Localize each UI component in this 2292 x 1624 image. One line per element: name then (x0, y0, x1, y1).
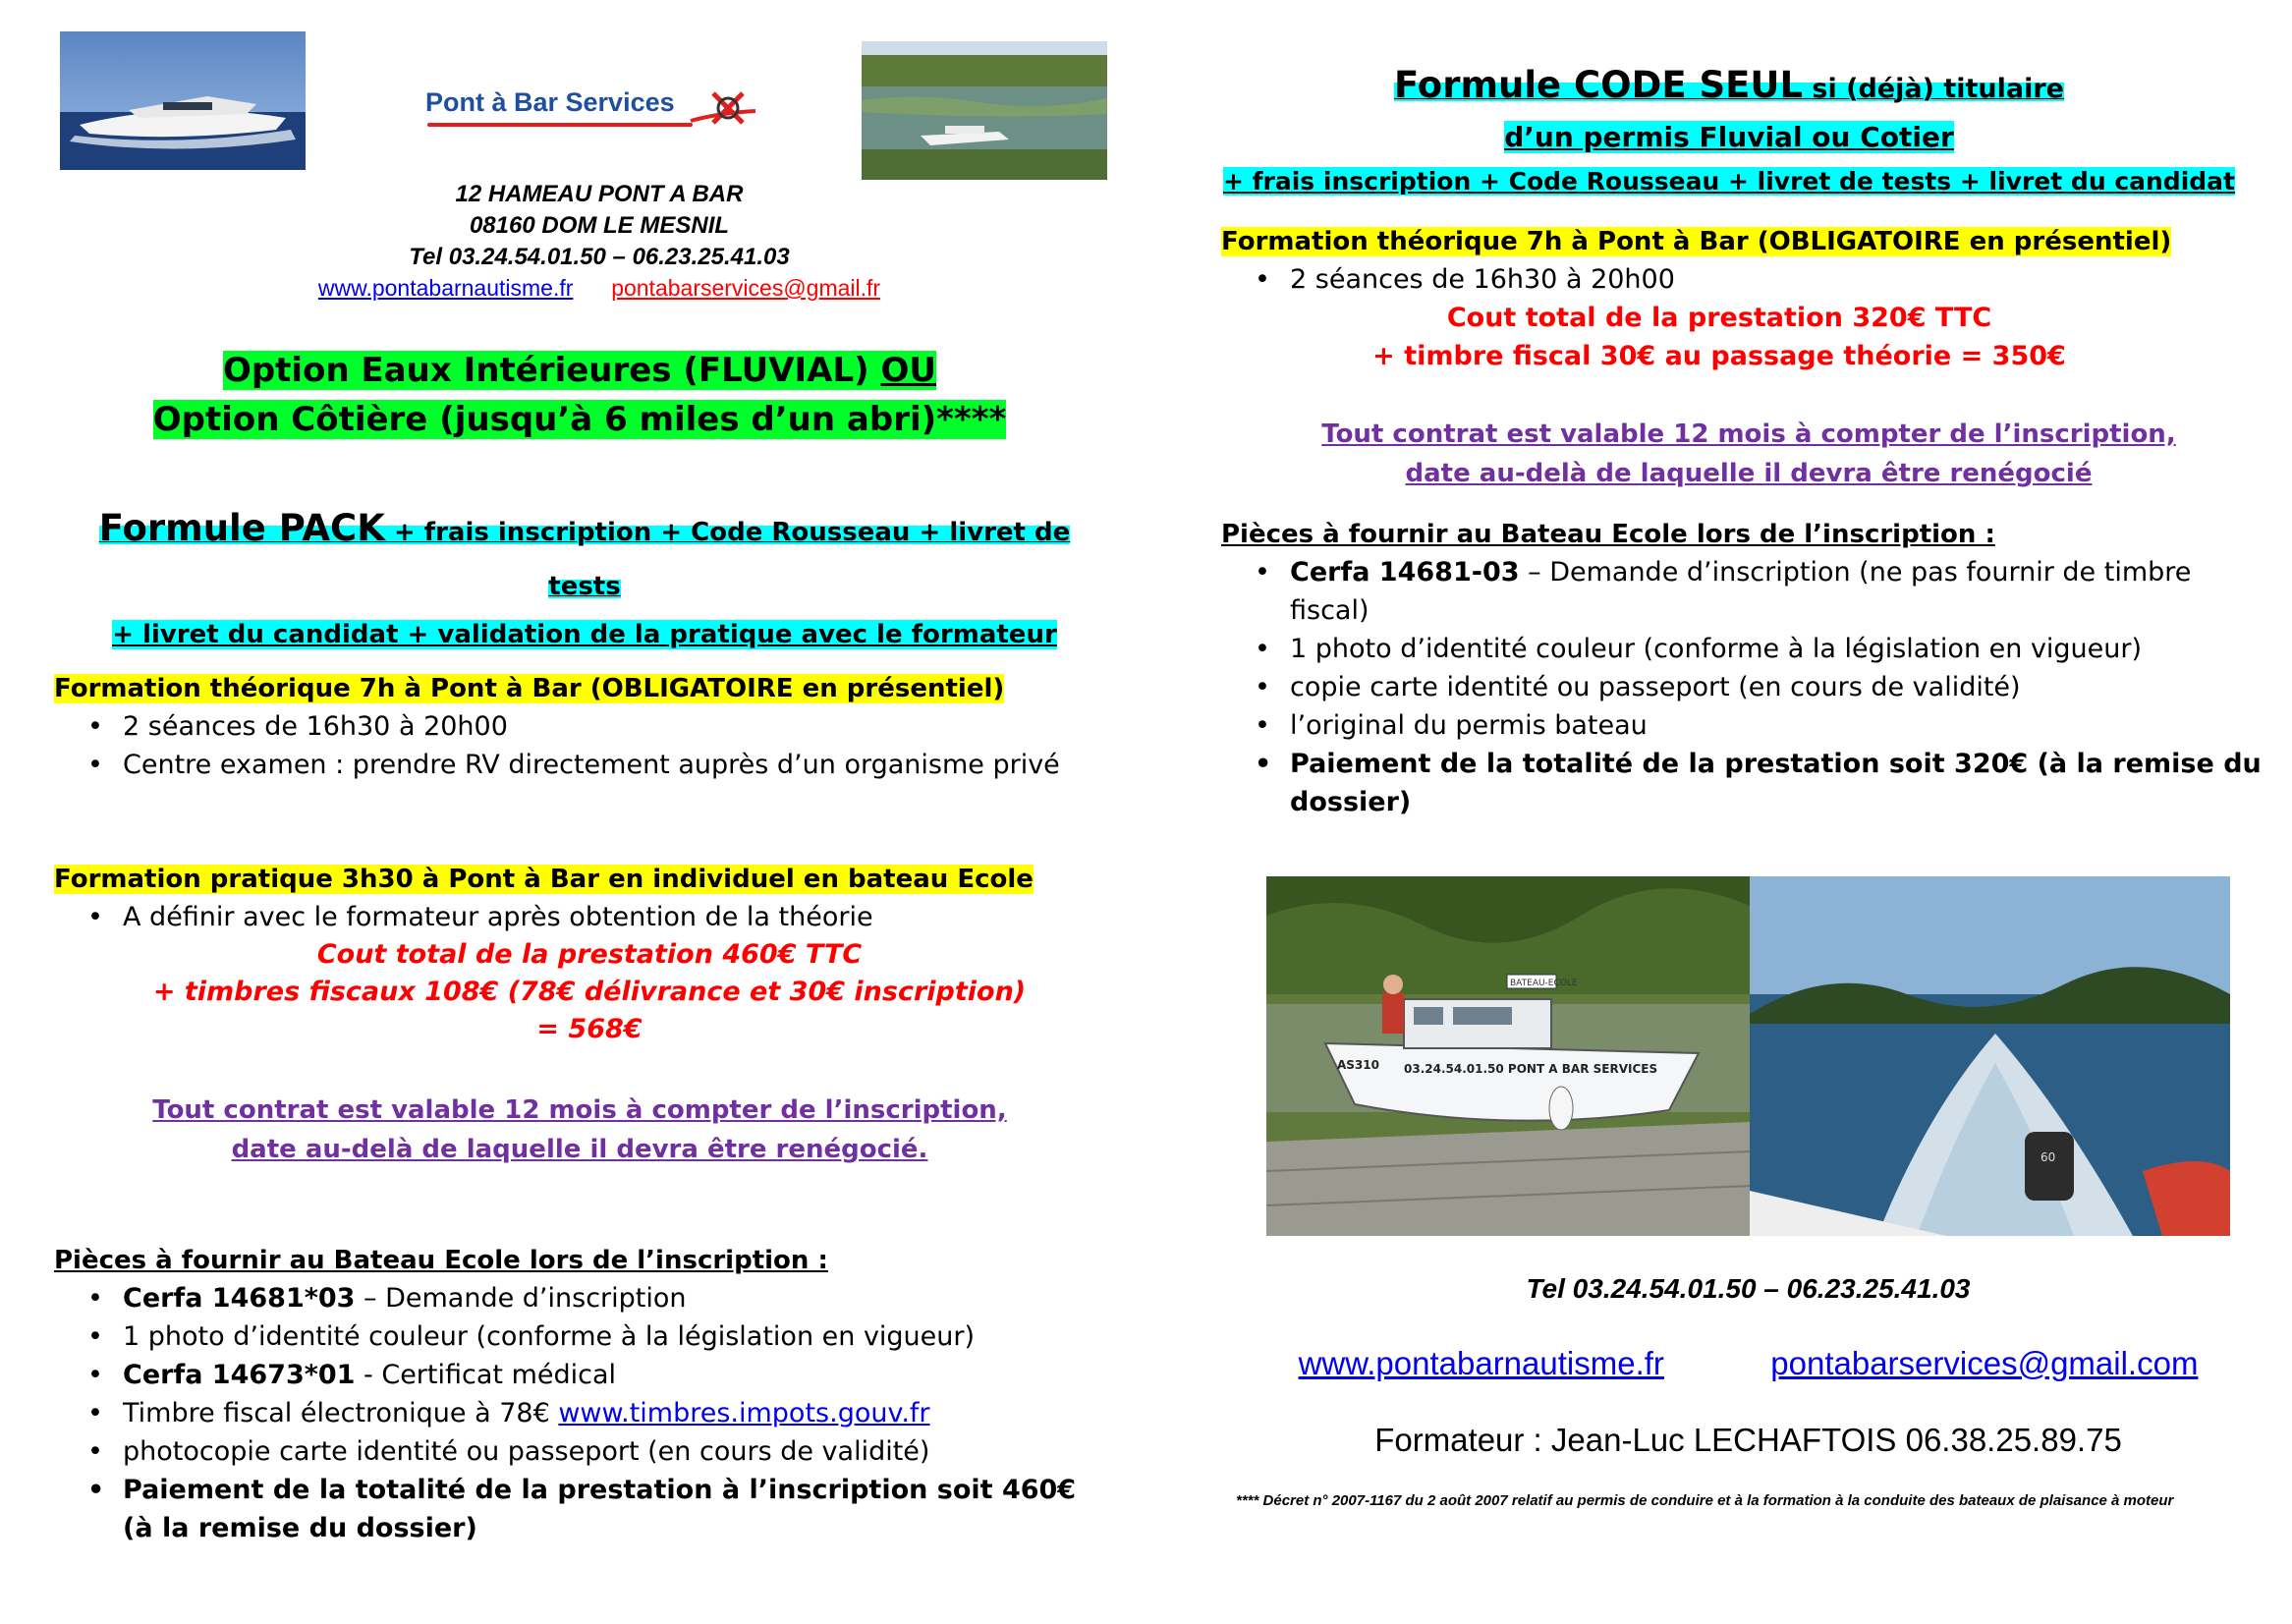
address-line2: 08160 DOM LE MESNIL (469, 212, 730, 239)
left-contract-line2: date au-delà de laquelle il devra être renégocié. (231, 1135, 928, 1164)
code-title: Formule CODE SEUL (1394, 64, 1804, 106)
logo-text: Pont à Bar Services (425, 87, 675, 117)
right-contract-line1: Tout contrat est valable 12 mois à compter de l’inscription, (1321, 420, 2176, 449)
right-price-line2: + timbre fiscal 30€ au passage théorie = 350€ (1372, 341, 2066, 371)
left-practice-section (54, 862, 1115, 936)
formule-code-seul (1218, 61, 2240, 204)
timbres-link[interactable]: www.timbres.impots.gouv.fr (558, 1398, 930, 1428)
left-theory-item: • 2 séances de 16h30 à 20h00 (54, 707, 1095, 746)
right-theory-item: • 2 séances de 16h30 à 20h00 (1221, 260, 2263, 299)
options-heading (128, 346, 1032, 444)
left-practice-item: • A définir avec le formateur après obtention de la théorie (54, 898, 1115, 936)
motor-label: 60 (2040, 1150, 2056, 1164)
left-practice-heading: Formation pratique 3h30 à Pont à Bar en individuel en bateau Ecole (54, 865, 1034, 894)
boat-sign-text: BATEAU-ECOLE (1510, 979, 1578, 988)
pack-title: Formule PACK (98, 507, 385, 549)
right-price-line1: Cout total de la prestation 320€ TTC (1446, 303, 1992, 333)
left-contract-note (98, 1091, 1061, 1169)
left-price-line1: Cout total de la prestation 460€ TTC (316, 939, 863, 970)
footer-links (1266, 1345, 2230, 1382)
boat-id-text: AS310 (1337, 1058, 1379, 1072)
left-docs-item: • photocopie carte identité ou passeport (en cours de validité) (54, 1432, 1086, 1471)
pack-line2: + livret du candidat + validation de la pratique avec le formateur (112, 620, 1057, 649)
right-price (1277, 299, 2161, 375)
left-theory-item: • Centre examen : prendre RV directement auprès d’un organisme privé (54, 746, 1095, 784)
footer-website-link[interactable]: www.pontabarnautisme.fr (1298, 1345, 1664, 1381)
school-boat-photo (1266, 876, 1750, 1236)
left-docs-heading: Pièces à fournir au Bateau Ecole lors de l’inscription : (54, 1246, 828, 1275)
email-link[interactable]: pontabarservices@gmail.fr (611, 275, 881, 301)
footer-tel: Tel 03.24.54.01.50 – 06.23.25.41.03 (1526, 1273, 1971, 1304)
right-docs-item: • 1 photo d’identité couleur (conforme à la législation en vigueur) (1221, 630, 2263, 668)
right-theory-section (1221, 224, 2263, 299)
code-line2: d’un permis Fluvial ou Cotier (1504, 121, 1954, 153)
left-docs-item: • Cerfa 14681*03 – Demande d’inscription (54, 1279, 1086, 1317)
right-docs-heading: Pièces à fournir au Bateau Ecole lors de l’inscription : (1221, 520, 1995, 549)
right-docs-item: • l’original du permis bateau (1221, 706, 2263, 745)
address-phone: Tel 03.24.54.01.50 – 06.23.25.41.03 (409, 244, 790, 270)
right-contract-line2: date au-delà de laquelle il devra être renégocié (1405, 459, 2093, 488)
left-docs-section (54, 1243, 1086, 1547)
footer-trainer: Formateur : Jean-Luc LECHAFTOIS 06.38.25.89.75 (1374, 1422, 2122, 1458)
right-docs-item: • Cerfa 14681-03 – Demande d’inscription (ne pas fournir de timbre fiscal) (1221, 553, 2263, 630)
left-price-line2: + timbres fiscaux 108€ (78€ délivrance et 30€ inscription) = 568€ (152, 977, 1027, 1044)
right-docs-item: • Paiement de la totalité de la prestation soit 320€ (à la remise du dossier) (1221, 745, 2263, 821)
option-fluvial: Option Eaux Intérieures (FLUVIAL) (222, 351, 881, 390)
right-contract-note (1267, 415, 2230, 493)
left-theory-heading: Formation théorique 7h à Pont à Bar (OBLIGATOIRE en présentiel) (54, 674, 1005, 703)
left-docs-item: • Timbre fiscal électronique à 78€ www.timbres.impots.gouv.fr (54, 1394, 1086, 1432)
speedboat-photo (60, 31, 306, 170)
address-block (324, 179, 874, 273)
left-price (147, 936, 1032, 1048)
left-docs-item: • 1 photo d’identité couleur (conforme à la législation en vigueur) (54, 1317, 1086, 1356)
river-boat-photo (862, 41, 1107, 180)
left-contract-line1: Tout contrat est valable 12 mois à compter de l’inscription, (152, 1095, 1007, 1125)
boat-hull-text: 03.24.54.01.50 PONT A BAR SERVICES (1404, 1062, 1658, 1076)
company-logo (425, 84, 779, 138)
option-or: OU (880, 351, 937, 390)
wake-photo (1750, 876, 2230, 1236)
right-theory-heading: Formation théorique 7h à Pont à Bar (OBLIGATOIRE en présentiel) (1221, 227, 2172, 256)
code-line3: + frais inscription + Code Rousseau + livret de tests + livret du candidat (1223, 167, 2235, 196)
option-cotiere: Option Côtière (jusqu’à 6 miles d’un abri)**** (152, 400, 1007, 439)
footer-email-link[interactable]: pontabarservices@gmail.com (1770, 1345, 2199, 1381)
code-title-rest: si (déjà) titulaire (1803, 74, 2064, 104)
right-docs-item: • copie carte identité ou passeport (en cours de validité) (1221, 668, 2263, 706)
website-link[interactable]: www.pontabarnautisme.fr (317, 275, 574, 301)
pack-line1: + frais inscription + Code Rousseau + livret de tests (384, 518, 1071, 601)
right-docs-section (1221, 517, 2263, 821)
left-docs-item: • Paiement de la totalité de la prestation à l’inscription soit 460€ (à la remise du dossier) (54, 1471, 1086, 1547)
address-links (305, 275, 894, 302)
left-theory-section (54, 671, 1095, 784)
formule-pack (79, 503, 1090, 657)
left-docs-item: • Cerfa 14673*01 - Certificat médical (54, 1356, 1086, 1394)
address-line1: 12 HAMEAU PONT A BAR (455, 181, 744, 207)
steering-cross-icon (689, 84, 757, 133)
footer-decree: **** Décret n° 2007-1167 du 2 août 2007 relatif au permis de conduire et à la formation à la conduite des bateaux de plaisance à moteur (1236, 1492, 2174, 1509)
logo-underline (427, 123, 693, 127)
